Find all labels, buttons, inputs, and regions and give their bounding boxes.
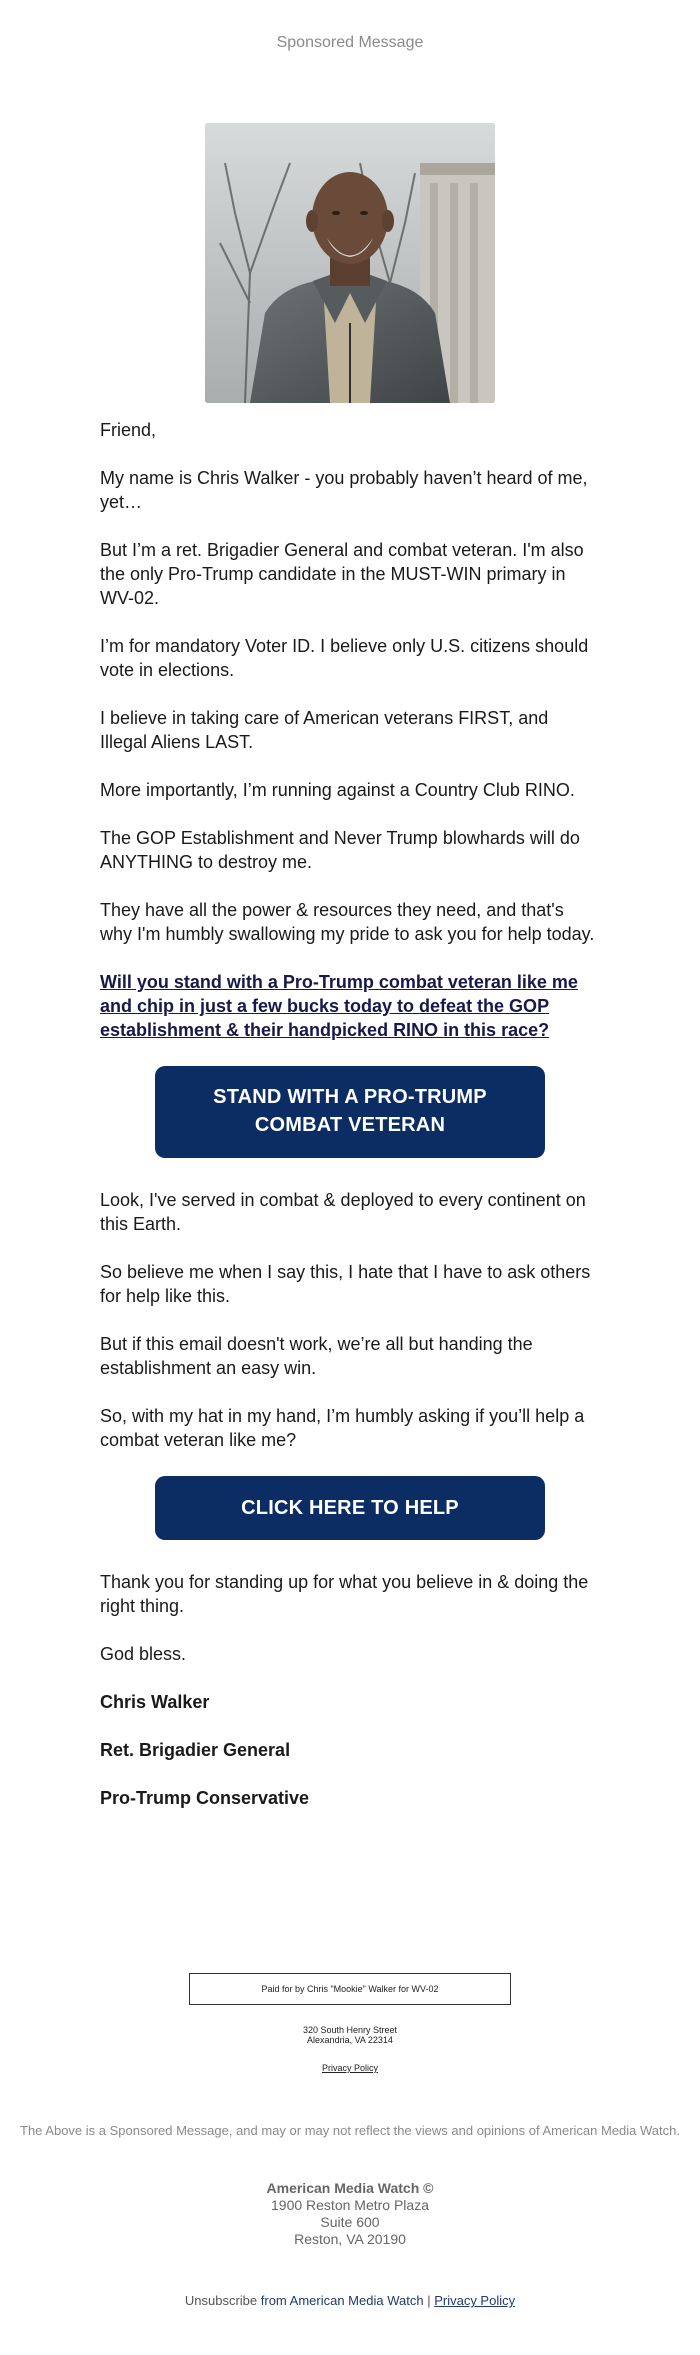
letter-body: [100, 418, 600, 1810]
donate-ask-link[interactable]: Will you stand with a Pro-Trump combat veteran like me and chip in just a few bucks today to defeat the GOP establishment & their handpicked RINO in this race?: [100, 972, 578, 1040]
address-line: 320 South Henry Street: [302, 2025, 398, 2035]
address-line: Alexandria, VA 22314: [307, 2035, 393, 2045]
paragraph: My name is Chris Walker - you probably haven’t heard of me, yet…: [100, 468, 588, 512]
publisher-address-line: Reston, VA 20190: [294, 2231, 406, 2247]
unsubscribe-from-text: from American Media Watch: [260, 2293, 424, 2308]
paragraph: But I’m a ret. Brigadier General and combat veteran. I'm also the only Pro-Trump candidate in the MUST-WIN primary in WV-02.: [100, 540, 584, 608]
paragraph: So believe me when I say this, I hate that I have to ask others for help like this.: [100, 1262, 591, 1306]
paragraph: The GOP Establishment and Never Trump blowhards will do ANYTHING to destroy me.: [100, 828, 580, 872]
ask-paragraph: [100, 970, 600, 1042]
paid-for-disclaimer: Paid for by Chris "Mookie" Walker for WV-02: [189, 1973, 511, 2005]
campaign-privacy: [0, 2063, 700, 2073]
campaign-address: [0, 2025, 700, 2045]
paragraph: So, with my hat in my hand, I’m humbly asking if you’ll help a combat veteran like me?: [100, 1406, 585, 1450]
cta-line-1: STAND WITH A PRO-TRUMP: [213, 1086, 487, 1108]
greeting: Friend,: [100, 420, 157, 440]
signature-name: Chris Walker: [100, 1692, 210, 1712]
publisher-address-line: Suite 600: [320, 2214, 380, 2230]
separator: |: [427, 2293, 431, 2308]
cta-line-2: COMBAT VETERAN: [254, 1114, 446, 1136]
privacy-policy-link[interactable]: Privacy Policy: [321, 2063, 378, 2073]
primary-cta-wrap: [100, 1066, 600, 1158]
paragraph: I believe in taking care of American veterans FIRST, and Illegal Aliens LAST.: [100, 708, 549, 752]
footer: [0, 1973, 700, 2308]
blessing: God bless.: [100, 1644, 187, 1664]
publisher-block: [0, 2180, 700, 2248]
paragraph: I’m for mandatory Voter ID. I believe only U.S. citizens should vote in elections.: [100, 636, 589, 680]
paragraph: More importantly, I’m running against a Country Club RINO.: [100, 780, 575, 800]
unsubscribe-link[interactable]: Unsubscribe: [184, 2293, 258, 2308]
candidate-photo: [205, 123, 495, 403]
publisher-name: American Media Watch ©: [266, 2180, 434, 2196]
paragraph: Look, I've served in combat & deployed to every continent on this Earth.: [100, 1190, 586, 1234]
sponsored-label: Sponsored Message: [276, 34, 424, 51]
paragraph: They have all the power & resources they need, and that's why I'm humbly swallowing my pride to ask you for help today.: [100, 900, 595, 944]
secondary-cta-wrap: [100, 1476, 600, 1540]
privacy-policy-bottom-link[interactable]: Privacy Policy: [434, 2293, 516, 2308]
click-here-to-help-button[interactable]: CLICK HERE TO HELP: [155, 1476, 545, 1540]
publisher-address-line: 1900 Reston Metro Plaza: [271, 2197, 429, 2213]
closing-paragraph: Thank you for standing up for what you believe in & doing the right thing.: [100, 1572, 589, 1616]
paragraph: But if this email doesn't work, we’re all but handing the establishment an easy win.: [100, 1334, 533, 1378]
sponsored-disclaimer: The Above is a Sponsored Message, and may or may not reflect the views and opinions of American Media Watch.: [20, 2123, 680, 2138]
signature-title: Ret. Brigadier General: [100, 1740, 291, 1760]
stand-with-veteran-button[interactable]: [155, 1066, 545, 1158]
unsubscribe-row: [0, 2293, 700, 2308]
signature-tagline: Pro-Trump Conservative: [100, 1788, 310, 1808]
